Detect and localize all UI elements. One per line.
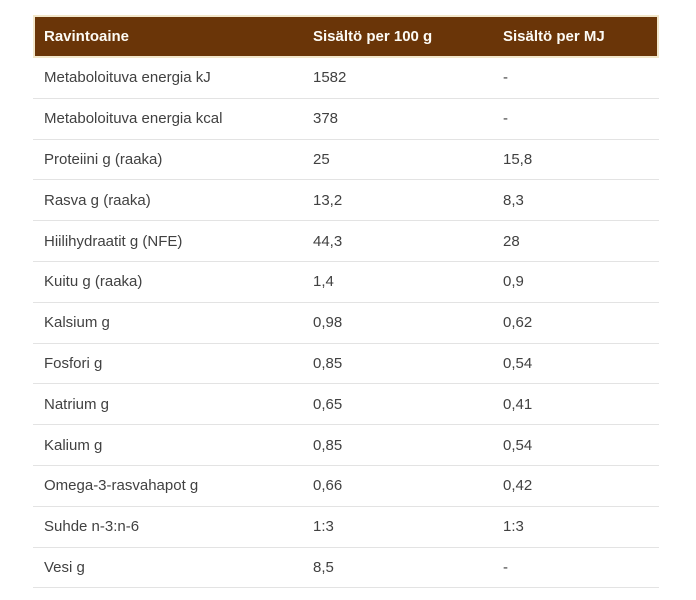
table-row xyxy=(33,303,659,344)
value-per-mj: 8,3 xyxy=(503,191,524,209)
value-per-mj: 0,42 xyxy=(503,477,533,495)
table-row xyxy=(33,344,659,385)
value-per-100g: 0,85 xyxy=(313,354,343,372)
value-per-mj: 0,54 xyxy=(503,354,533,372)
value-per-mj: 0,41 xyxy=(503,395,533,413)
table-header-row xyxy=(33,15,659,58)
nutrient-name: Kalsium g xyxy=(44,314,110,332)
table-row xyxy=(33,548,659,589)
nutrient-name: Kuitu g (raaka) xyxy=(44,273,143,291)
table-row xyxy=(33,262,659,303)
nutrient-name: Vesi g xyxy=(44,558,85,576)
table-row xyxy=(33,425,659,466)
value-per-100g: 44,3 xyxy=(313,232,343,250)
table-body xyxy=(33,58,659,588)
column-header-per-100g: Sisältö per 100 g xyxy=(313,28,433,45)
nutrient-name: Hiilihydraatit g (NFE) xyxy=(44,232,183,250)
column-header-per-mj: Sisältö per MJ xyxy=(503,28,605,45)
value-per-mj: 0,62 xyxy=(503,314,533,332)
value-per-100g: 25 xyxy=(313,150,330,168)
table-row xyxy=(33,99,659,140)
nutrient-name: Omega-3-rasvahapot g xyxy=(44,477,199,495)
nutrition-table xyxy=(33,15,659,588)
value-per-100g: 1582 xyxy=(313,69,347,87)
value-per-mj: - xyxy=(503,69,508,87)
value-per-mj: - xyxy=(503,558,508,576)
nutrient-name: Rasva g (raaka) xyxy=(44,191,151,209)
value-per-100g: 1,4 xyxy=(313,273,334,291)
table-row xyxy=(33,221,659,262)
table-row xyxy=(33,180,659,221)
nutrient-name: Metaboloituva energia kcal xyxy=(44,110,223,128)
value-per-100g: 13,2 xyxy=(313,191,343,209)
nutrient-name: Natrium g xyxy=(44,395,110,413)
value-per-100g: 0,65 xyxy=(313,395,343,413)
value-per-100g: 1:3 xyxy=(313,518,334,536)
table-row xyxy=(33,58,659,99)
nutrient-name: Metaboloituva energia kJ xyxy=(44,69,211,87)
value-per-100g: 0,85 xyxy=(313,436,343,454)
value-per-mj: 0,9 xyxy=(503,273,524,291)
nutrient-name: Proteiini g (raaka) xyxy=(44,150,163,168)
value-per-100g: 0,98 xyxy=(313,314,343,332)
value-per-100g: 378 xyxy=(313,110,339,128)
table-row xyxy=(33,507,659,548)
table-row xyxy=(33,140,659,181)
table-row xyxy=(33,384,659,425)
nutrient-name: Kalium g xyxy=(44,436,103,454)
value-per-mj: - xyxy=(503,110,508,128)
value-per-mj: 28 xyxy=(503,232,520,250)
value-per-100g: 0,66 xyxy=(313,477,343,495)
value-per-mj: 0,54 xyxy=(503,436,533,454)
table-row xyxy=(33,466,659,507)
nutrient-name: Fosfori g xyxy=(44,354,103,372)
column-header-ravintoaine: Ravintoaine xyxy=(44,28,130,45)
value-per-mj: 1:3 xyxy=(503,518,524,536)
nutrient-name: Suhde n-3:n-6 xyxy=(44,518,140,536)
value-per-100g: 8,5 xyxy=(313,558,334,576)
value-per-mj: 15,8 xyxy=(503,150,533,168)
